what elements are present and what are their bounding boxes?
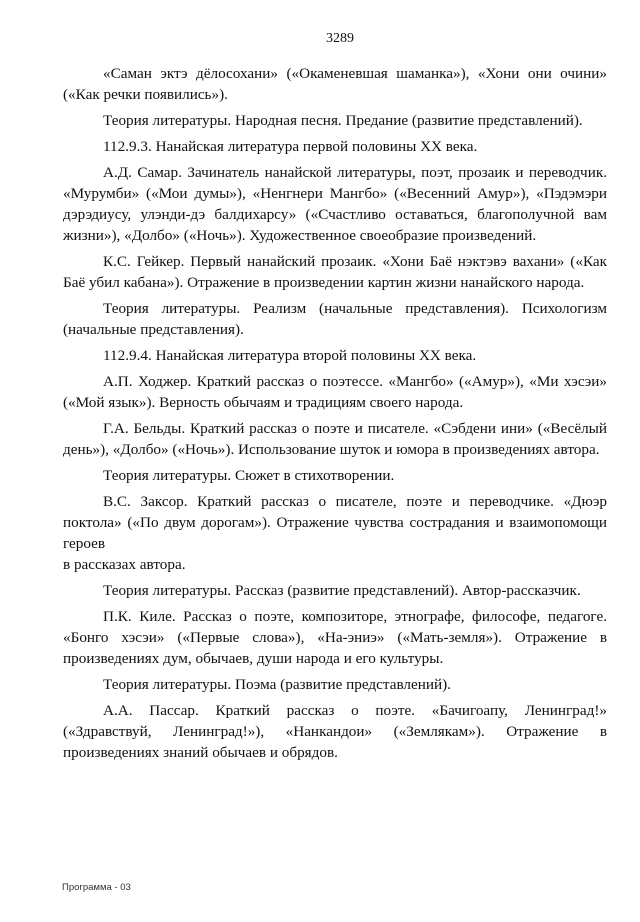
paragraph-zaksor: В.С. Заксор. Краткий рассказ о писателе, поэте и переводчике. «Дюэр поктола» («По двум дорогам»). Отражение чувства сострадания и взаимопомощи героев: [63, 493, 607, 552]
section-heading-112-9-4: 112.9.4. Нанайская литература второй половины XX века.: [103, 347, 477, 364]
page-number: 3289: [326, 31, 354, 46]
document-body: [63, 63, 607, 768]
section-heading-112-9-3: 112.9.3. Нанайская литература первой половины XX века.: [103, 138, 478, 155]
paragraph-beldy: Г.А. Бельды. Краткий рассказ о поэте и писателе. «Сэбдени ини» («Весёлый день»), «Долбо» («Ночь»). Использование шуток и юмора в произведениях автора.: [63, 420, 607, 458]
paragraph-theory-folk-song: Теория литературы. Народная песня. Предание (развитие представлений).: [103, 112, 583, 129]
paragraph-passar: А.А. Пассар. Краткий рассказ о поэте. «Бачигоапу, Ленинград!» («Здравствуй, Ленинград!»), «Нанкандои» («Землякам»). Отражение в произведениях знаний обычаев и обрядов.: [63, 702, 607, 761]
footer-program-label: Программа - 03: [62, 882, 131, 893]
paragraph-geiker: К.С. Гейкер. Первый нанайский прозаик. «Хони Баё нэктэвэ вахани» («Как Баё убил кабана»). Отражение в произведении картин жизни нанайского народа.: [63, 253, 607, 291]
paragraph-theory-poem: Теория литературы. Поэма (развитие представлений).: [103, 676, 451, 693]
paragraph-theory-story: Теория литературы. Рассказ (развитие представлений). Автор-рассказчик.: [103, 582, 581, 599]
paragraph-theory-plot: Теория литературы. Сюжет в стихотворении.: [103, 467, 395, 484]
paragraph-khodzher: А.П. Ходжер. Краткий рассказ о поэтессе. «Мангбо» («Амур»), «Ми хэсэи» («Мой язык»). Верность обычаям и традициям своего народа.: [63, 373, 607, 411]
paragraph-folklore-titles: «Саман эктэ дёлосохани» («Окаменевшая шаманка»), «Хони они очини» («Как речки появились»).: [63, 65, 607, 103]
paragraph-samar: А.Д. Самар. Зачинатель нанайской литературы, поэт, прозаик и переводчик. «Мурумби» («Мои думы»), «Ненгнери Мангбо» («Весенний Амур»), «Пэдэмэри дэрэдиусу, улэнди-дэ балдихарсу» («Счастливо оставаться, благополучной вам жизни»), «Долбо» («Ночь»). Художественное своеобразие произведений.: [63, 164, 607, 244]
paragraph-zaksor-continuation: в рассказах автора.: [63, 556, 186, 573]
paragraph-kile: П.К. Киле. Рассказ о поэте, композиторе, этнографе, философе, педагоге. «Бонго хэсэи» («Первые слова»), «На-эниэ» («Мать-земля»). Отражение в произведениях дум, обычаев, души народа и его культуры.: [63, 608, 607, 667]
paragraph-theory-realism: Теория литературы. Реализм (начальные представления). Психологизм (начальные представления).: [63, 300, 607, 338]
